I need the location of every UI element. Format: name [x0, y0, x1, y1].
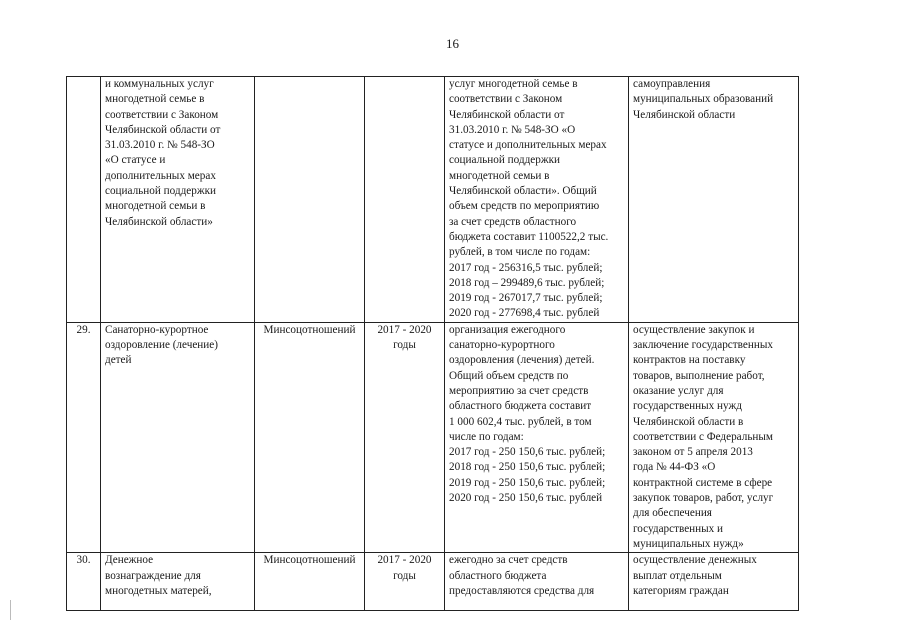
- mechanism: осуществление закупок и заключение государственных контрактов на поставку товаров, выполнение работ, оказание услуг для государственных нужд Челябинской области в соответствии с Федеральным законом от 5 апреля 2013 года № 44-ФЗ «О контрактной системе в сфере закупок товаров, работ, услуг для обеспечения государственных и муниципальных нужд»: [633, 323, 774, 550]
- measure-name-cell: [101, 322, 255, 552]
- executor-cell: [255, 553, 365, 611]
- row-number-cell: [67, 77, 101, 323]
- measure-name-cell: [101, 553, 255, 611]
- description-cell: [445, 553, 629, 611]
- table-row: [67, 77, 799, 323]
- row-number-cell: [67, 553, 101, 611]
- mechanism-cell: [629, 553, 799, 611]
- period-cell: [365, 77, 445, 323]
- row-number: 29.: [76, 323, 91, 336]
- scan-edge-mark: [10, 600, 11, 620]
- period-cell: [365, 322, 445, 552]
- description-cell: [445, 77, 629, 323]
- period: 2017 - 2020 годы: [377, 323, 432, 352]
- mechanism: самоуправления муниципальных образований Челябинской области: [633, 78, 774, 121]
- table-row: [67, 322, 799, 552]
- mechanism-cell: [629, 77, 799, 323]
- executor: Минсоцотношений: [263, 554, 356, 567]
- description-cell: [445, 322, 629, 552]
- measure-name-cell: [101, 77, 255, 323]
- description: ежегодно за счет средств областного бюджета предоставляются средства для: [449, 554, 595, 597]
- row-number: 30.: [76, 554, 91, 567]
- description: услуг многодетной семье в соответствии с Законом Челябинской области от 31.03.2010 г. № 548-ЗО «О статусе и дополнительных мерах социальной поддержки многодетной семьи в Челябинской области». Общий объем средств по мероприятию за счет средств областного бюджета составит 1100522,2 тыс. рублей, в том числе по годам: 2017 год - 256316,5 тыс. рублей; 2018 год – 299489,6 тыс. рублей; 2019 год - 267017,7 тыс. рублей; 2020 год - 277698,4 тыс. рублей: [449, 78, 609, 320]
- description: организация ежегодного санаторно-курортного оздоровления (лечения) детей. Общий объем средств по мероприятию за счет средств областного бюджета составит 1 000 602,4 тыс. рублей, в том числе по годам: 2017 год - 250 150,6 тыс. рублей; 2018 год - 250 150,6 тыс. рублей; 2019 год - 250 150,6 тыс. рублей; 2020 год - 250 150,6 тыс. рублей: [449, 323, 606, 505]
- mechanism-cell: [629, 322, 799, 552]
- period-cell: [365, 553, 445, 611]
- executor-cell: [255, 77, 365, 323]
- measure-name: и коммунальных услуг многодетной семье в соответствии с Законом Челябинской области от 31.03.2010 г. № 548-ЗО «О статусе и дополнительных мерах социальной поддержки многодетной семьи в Челябинской области»: [105, 78, 221, 228]
- table-row: [67, 553, 799, 611]
- row-number-cell: [67, 322, 101, 552]
- measure-name: Денежное вознаграждение для многодетных матерей,: [105, 554, 212, 597]
- executor: Минсоцотношений: [263, 323, 356, 336]
- mechanism: осуществление денежных выплат отдельным категориям граждан: [633, 554, 757, 597]
- measure-name: Санаторно-курортное оздоровление (лечение) детей: [105, 323, 218, 367]
- page-number: 16: [446, 36, 459, 51]
- measures-table: [66, 76, 799, 611]
- executor-cell: [255, 322, 365, 552]
- period: 2017 - 2020 годы: [377, 554, 432, 582]
